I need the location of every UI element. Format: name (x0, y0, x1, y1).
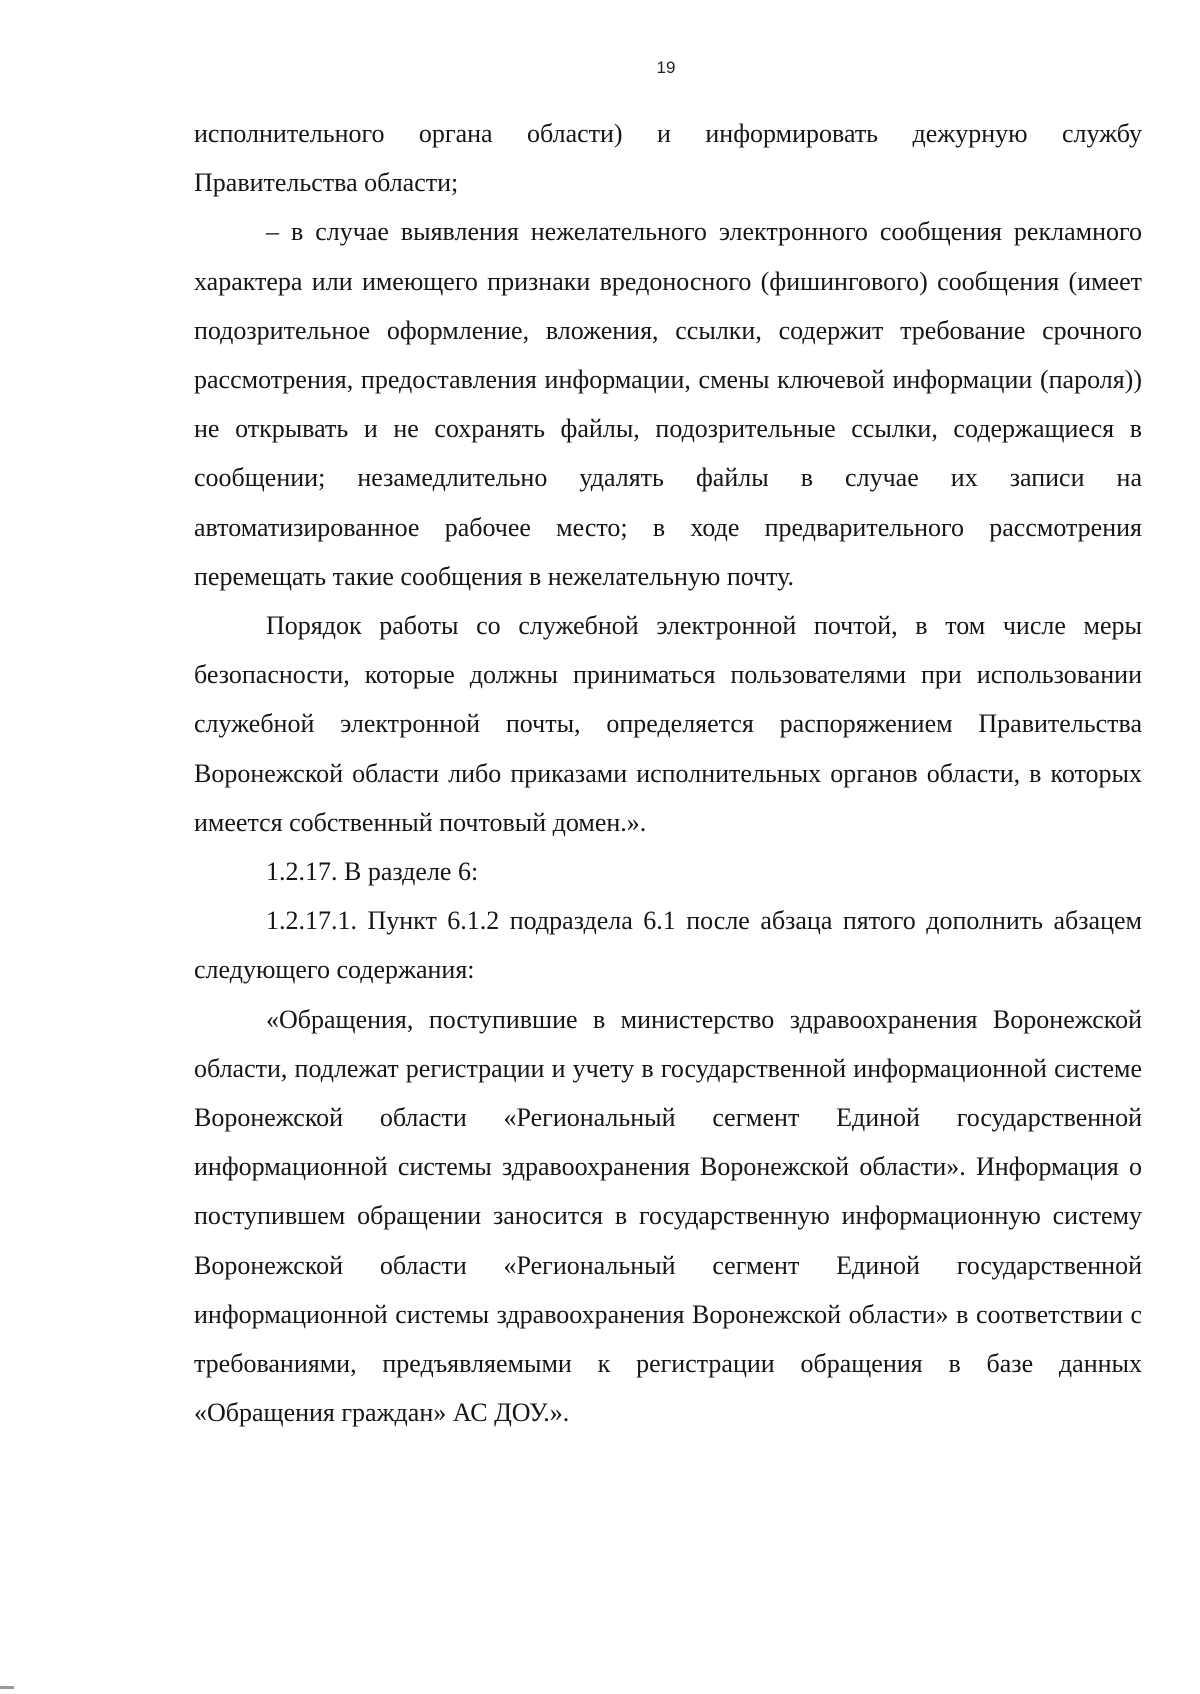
scan-edge-mark (0, 1686, 14, 1689)
paragraph-section-heading: 1.2.17. В разделе 6: (266, 857, 479, 887)
paragraph-mail-procedure: Порядок работы со служебной электронной почтой, в том числе меры безопасности, которые должны приниматься пользователями при использовании служебной электронной почты, определяется распоряжением Правительства Воронежской области либо приказами исполнительных органов области, в которых имеется собственный почтовый домен.». (194, 611, 1142, 837)
document-body (194, 109, 1142, 1437)
paragraph-continuation: исполнительного органа области) и информировать дежурную службу Правительства области; (194, 119, 1142, 198)
paragraph-amendment-text: «Обращения, поступившие в министерство здравоохранения Воронежской области, подлежат регистрации и учету в государственной информационной системе Воронежской области «Региональный сегмент Единой государственной информационной системы здравоохранения Воронежской области». Информация о поступившем обращении заносится в государственную информационную систему Воронежской области «Региональный сегмент Единой государственной информационной системы здравоохранения Воронежской области» в соответствии с требованиями, предъявляемыми к регистрации обращения в базе данных «Обращения граждан» АС ДОУ.». (194, 1004, 1142, 1428)
paragraph-phishing-rule: – в случае выявления нежелательного электронного сообщения рекламного характера или имеющего признаки вредоносного (фишингового) сообщения (имеет подозрительное оформление, вложения, ссылки, содержит требование срочного рассмотрения, предоставления информации, смены ключевой информации (пароля)) не открывать и не сохранять файлы, подозрительные ссылки, содержащиеся в сообщении; незамедлительно удалять файлы в случае их записи на автоматизированное рабочее место; в ходе предварительного рассмотрения перемещать такие сообщения в нежелательную почту. (194, 217, 1142, 591)
paragraph-amendment-intro: 1.2.17.1. Пункт 6.1.2 подраздела 6.1 после абзаца пятого дополнить абзацем следующего содержания: (194, 906, 1142, 985)
page-number: 19 (656, 58, 676, 77)
